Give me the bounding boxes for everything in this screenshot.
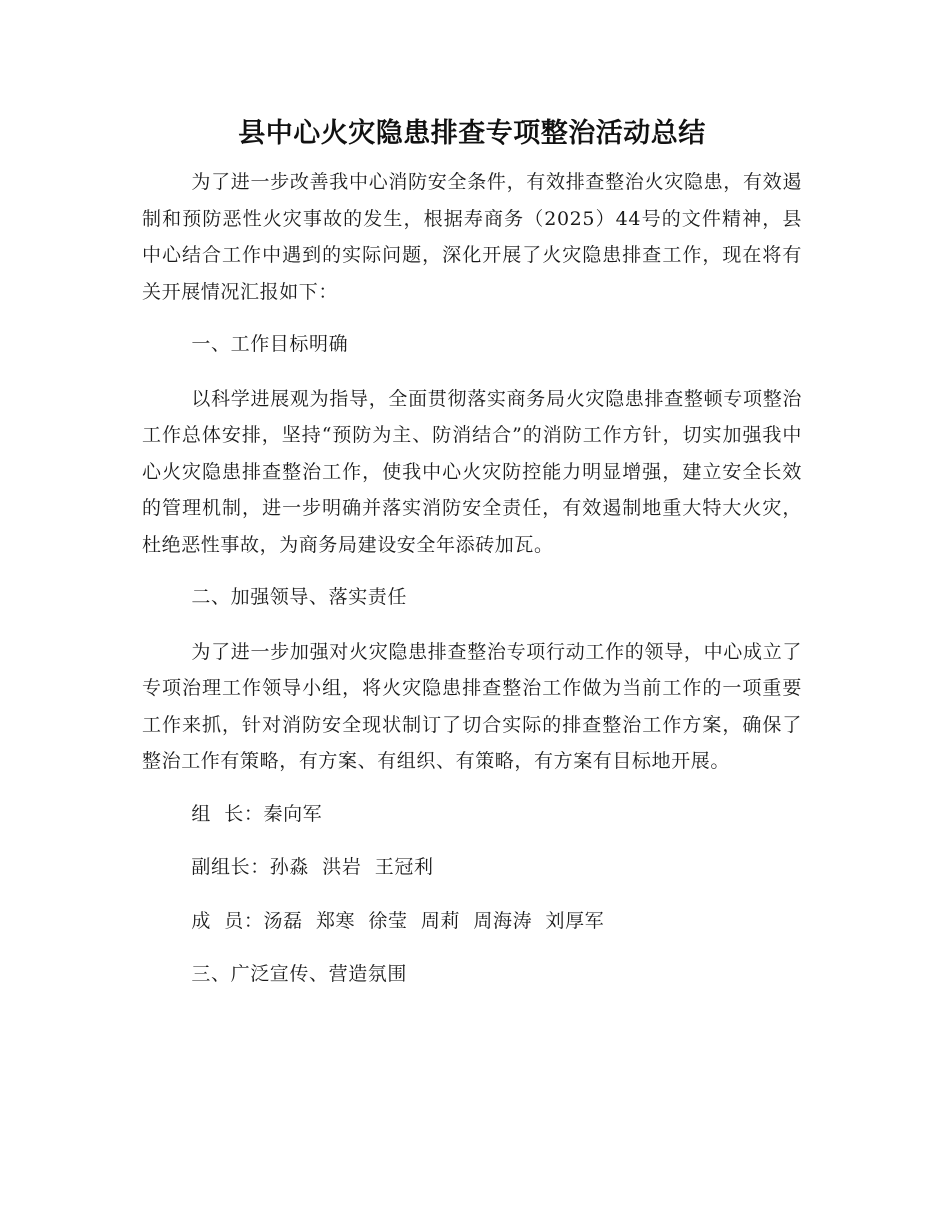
section-1-heading: 一、工作目标明确 bbox=[191, 333, 349, 355]
section-2-paragraph: 为了进一步加强对火灾隐患排查整治专项行动工作的领导，中心成立了专项治理工作领导小组，将火灾隐患排查整治工作做为当前工作的一项重要工作来抓，针对消防安全现状制订了切合实际的排查整治工作方案，确保了整治工作有策略，有方案、有组织、有策略，有方案有目标地开展。 bbox=[142, 640, 802, 772]
team-leader-line: 组 长：秦向军 bbox=[191, 802, 323, 825]
document-body bbox=[142, 112, 802, 993]
section-2-heading: 二、加强领导、落实责任 bbox=[191, 586, 407, 608]
intro-paragraph: 为了进一步改善我中心消防安全条件，有效排查整治火灾隐患，有效遏制和预防恶性火灾事故的发生，根据寿商务（2025）44号的文件精神，县中心结合工作中遇到的实际问题，深化开展了火灾隐患排查工作，现在将有关开展情况汇报如下： bbox=[142, 171, 802, 303]
section-3-heading: 三、广泛宣传、营造氛围 bbox=[191, 963, 407, 985]
document-title: 县中心火灾隐患排查专项整治活动总结 bbox=[238, 118, 706, 149]
team-members-line: 成 员：汤磊 郑寒 徐莹 周莉 周海涛 刘厚军 bbox=[191, 909, 605, 932]
deputy-leader-line: 副组长：孙淼 洪岩 王冠利 bbox=[191, 856, 434, 878]
section-1-paragraph: 以科学进展观为指导，全面贯彻落实商务局火灾隐患排查整顿专项整治工作总体安排，坚持“预防为主、防消结合”的消防工作方针，切实加强我中心火灾隐患排查整治工作，使我中心火灾防控能力明显增强，建立安全长效的管理机制，进一步明确并落实消防安全责任，有效遏制地重大特大火灾，杜绝恶性事故，为商务局建设安全年添砖加瓦。 bbox=[142, 387, 802, 556]
